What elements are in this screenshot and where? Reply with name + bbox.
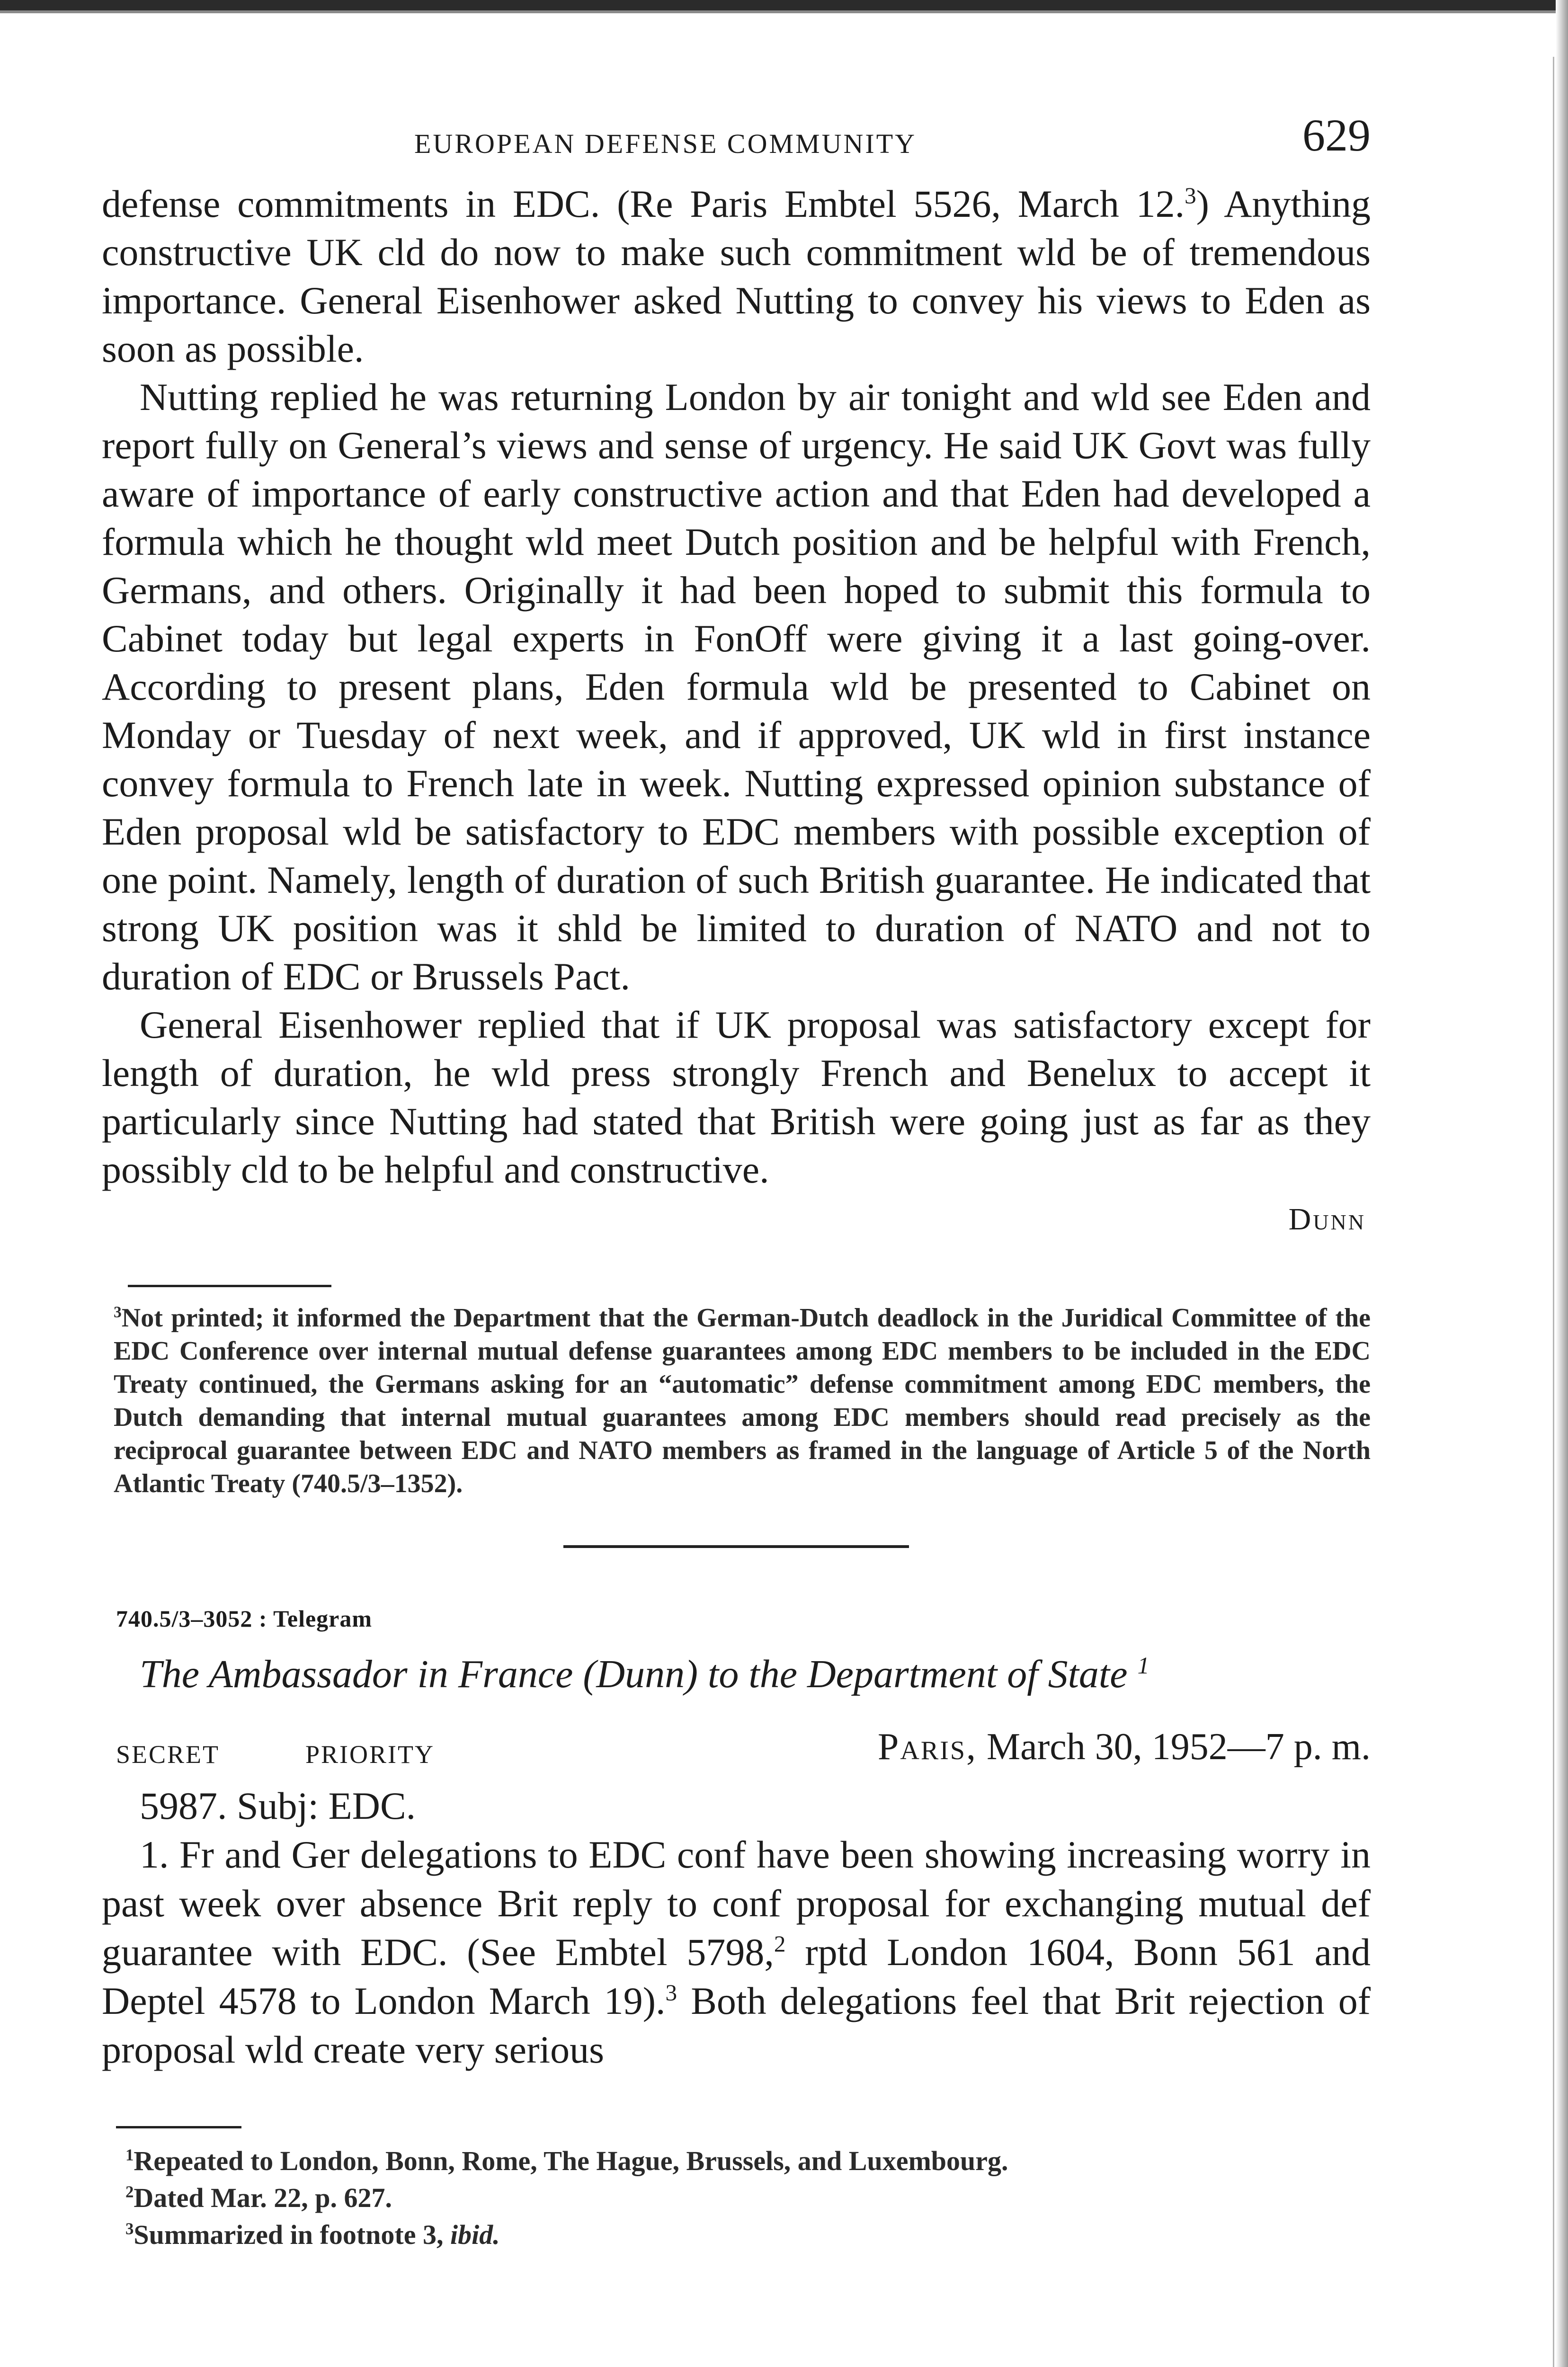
footnote-rule [128,1285,331,1287]
footnote-text: Not printed; it informed the Department that the German-Dutch deadlock in the Juridical Committee of the EDC Conference over internal mutual defense guarantees among EDC members to be included in the EDC Treaty continued, the Germans asking for an “automatic” defense commitment among EDC members, the Dutch demanding that internal mutual guarantees among EDC members should read precisely as the reciprocal guarantee between EDC and NATO members as framed in the language of Article 5 of the North Atlantic Treaty (740.5/3–1352). [114,1303,1371,1498]
document-title-text: The Ambassador in France (Dunn) to the Department of State [140,1652,1128,1696]
document-file-number: 740.5/3–3052 : Telegram [116,1605,373,1632]
scan-edge-right [1556,0,1568,2367]
footnote-ref-3: 3 [1185,182,1196,209]
telegram-body [102,1781,1371,2074]
telegram-subject: 5987. Subj: EDC. [140,1784,416,1827]
footnote-1-marker: 1 [125,2145,134,2164]
telegram-paragraph-1-a: 1. Fr and Ger delegations to EDC conf have been showing increasing worry in past week over absence Brit reply to conf proposal for exchanging mutual def guarantee with EDC. (See Embtel 5798, [102,1833,1371,1974]
footnote-1-text: Repeated to London, Bonn, Rome, The Hague, Brussels, and Luxembourg. [134,2145,1008,2176]
footnote-ref-3b: 3 [665,1979,677,2006]
dateline [878,1726,1371,1769]
footnote-3-marker: 3 [125,2219,134,2238]
scan-gutter-line [1553,57,1554,2367]
section-divider [563,1545,909,1548]
paragraph-nutting: Nutting replied he was returning London by air tonight and wld see Eden and report fully on General’s views and sense of urgency. He said UK Govt was fully aware of importance of early constructive action and that Eden had developed a formula which he thought wld meet Dutch position and be helpful with French, Germans, and others. Originally it had been hoped to submit this formula to Cabinet today but legal experts in FonOff were giving it a last going-over. According to present plans, Eden formula wld be presented to Cabinet on Monday or Tuesday of next week, and if approved, UK wld in first instance convey formula to French late in week. Nutting expressed opinion substance of Eden proposal wld be satisfactory to EDC members with possible exception of one point. Namely, length of duration of such British guarantee. He indicated that strong UK position was it shld be limited to duration of NATO and not to duration of EDC or Brussels Pact. [102,375,1371,998]
signature-dunn: Dunn [1288,1202,1366,1237]
telegram-paragraph-1-c: Both delegations feel that Brit rejection of proposal wld create very serious [102,1979,1371,2071]
page-number: 629 [1302,110,1371,160]
footnote-3-bottom [125,2216,1371,2253]
classification-row [102,1726,1371,1778]
footnote-2-text: Dated Mar. 22, p. 627. [134,2182,392,2213]
footnote-3-ibid: ibid. [450,2219,500,2250]
document-page [102,109,1371,2253]
document-title [140,1651,1371,1697]
telegram-paragraph-1-b: rptd London 1604, Bonn 561 and Deptel 4578 to London March 19). [102,1931,1371,2022]
precedence-label: PRIORITY [305,1740,435,1769]
continued-text [102,180,1371,1194]
footnote-2 [125,2180,1371,2216]
footnote-3 [114,1301,1371,1500]
telegram-paragraph-1 [102,1830,1371,2074]
running-head-title: EUROPEAN DEFENSE COMMUNITY [414,128,917,159]
footnote-marker: 3 [114,1303,122,1321]
running-head [102,109,1371,170]
footnote-2-marker: 2 [125,2182,134,2201]
bottom-footnotes [125,2143,1371,2253]
classification-label: SECRET [116,1740,220,1769]
footnote-ref-1: 1 [1137,1652,1149,1679]
footnote-3-text: Summarized in footnote 3, [134,2219,450,2250]
footnote-ref-2: 2 [774,1931,786,1957]
dateline-date: March 30, 1952—7 p. m. [986,1726,1371,1768]
paragraph-continued-text: defense commitments in EDC. (Re Paris Embtel 5526, March 12. [102,182,1185,225]
dateline-place: Paris, [877,1726,977,1768]
scan-edge-top-shadow [0,10,1568,13]
bottom-footnote-rule [116,2126,241,2128]
paragraph-eisenhower: General Eisenhower replied that if UK proposal was satisfactory except for length of duration, he wld press strongly French and Benelux to accept it particularly since Nutting had stated that British were going just as far as they possibly cld to be helpful and constructive. [102,1003,1371,1191]
scan-edge-top [0,0,1568,10]
footnote-1 [125,2143,1371,2180]
paragraph-continued [102,180,1371,373]
paragraph-continued-rest: ) Anything constructive UK cld do now to make such commitment wld be of tremendous importance. General Eisenhower asked Nutting to convey his views to Eden as soon as possible. [102,182,1371,370]
